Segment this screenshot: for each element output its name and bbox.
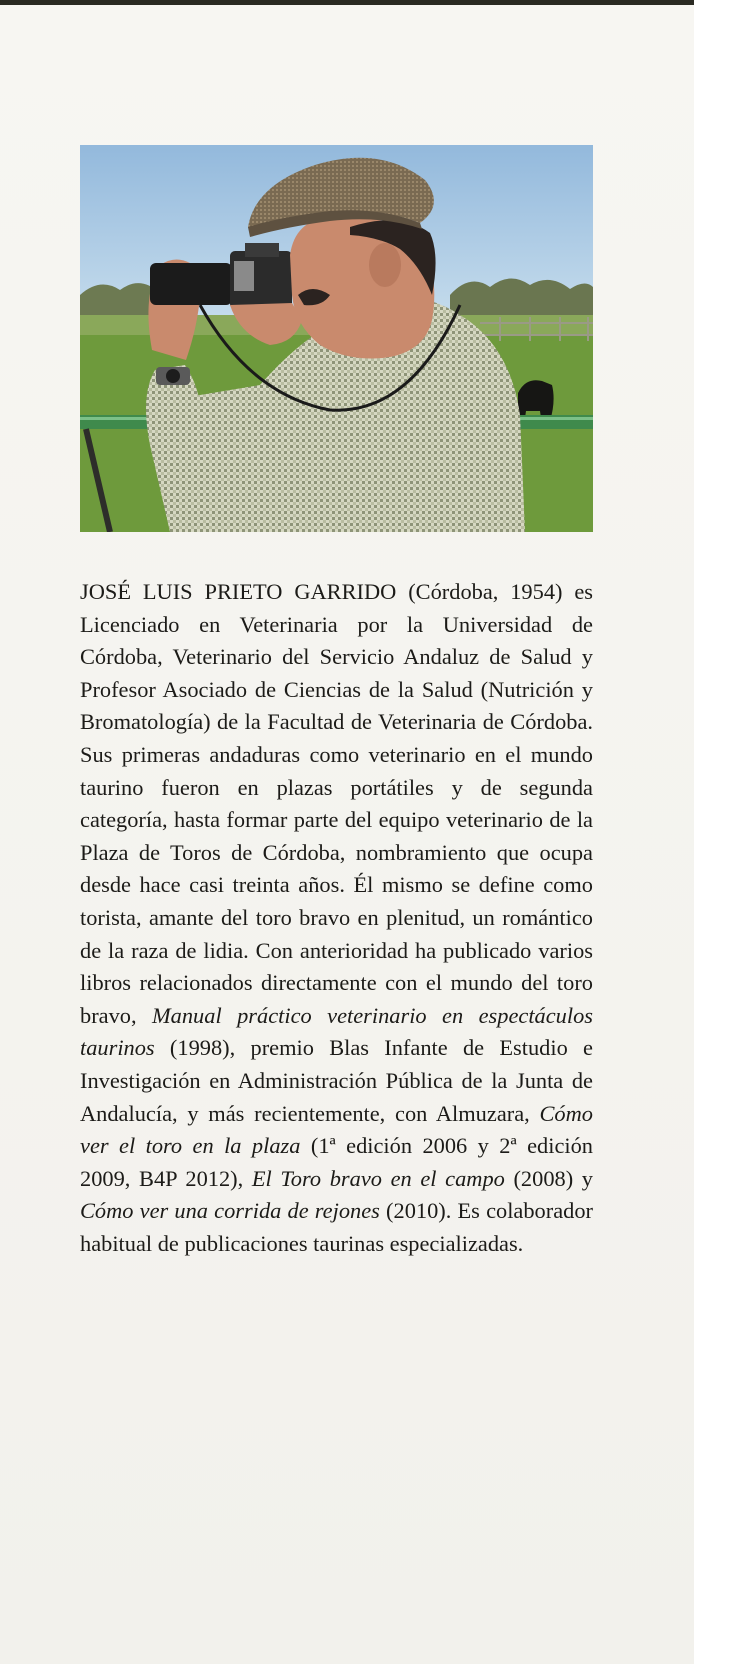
bio-text-5: (2010). Es colaborador habitual de publicaciones taurinas especializadas. bbox=[80, 1198, 593, 1256]
book-title-2: Cómo ver el toro en la plaza bbox=[80, 1100, 593, 1159]
bio-text-2: (1998), premio Blas Infante de Estudio e Investigación en Administración Pública de la Junta de Andalucía, y más recientemente, con Almuzara, bbox=[80, 1035, 593, 1126]
top-edge bbox=[0, 0, 694, 5]
author-biography bbox=[80, 576, 593, 1260]
bio-text-1: (Córdoba, 1954) es Licenciado en Veterinaria por la Universidad de Córdoba, Veterinario del Servicio Andaluz de Salud y Profesor Asociado de Ciencias de la Salud (Nutrición y Bromatología) de la Facultad de Veterinaria de Córdoba. Sus primeras andaduras como veterinario en el mundo taurino fueron en plazas portátiles y de segunda categoría, hasta formar parte del equipo veterinario de la Plaza de Toros de Córdoba, nombramiento que ocupa desde hace casi treinta años. Él mismo se define como torista, amante del toro bravo en plenitud, un romántico de la raza de lidia. Con anterioridad ha publicado varios libros relacionados directamente con el mundo del toro bravo, bbox=[80, 579, 593, 1028]
author-photo bbox=[80, 145, 593, 532]
book-title-4: Cómo ver una corrida de rejones bbox=[80, 1198, 380, 1224]
book-title-1: Manual práctico veterinario en espectáculos taurinos bbox=[80, 1002, 594, 1061]
author-photo-illustration bbox=[80, 145, 593, 532]
author-name: JOSÉ LUIS PRIETO GARRIDO bbox=[80, 579, 397, 604]
book-title-3: El Toro bravo en el campo bbox=[251, 1165, 505, 1191]
bio-text-4: (2008) y bbox=[504, 1165, 594, 1191]
scan-margin bbox=[694, 0, 736, 1664]
bio-text-3: (1ª edición 2006 y 2ª edición 2009, B4P 2012), bbox=[80, 1133, 593, 1191]
